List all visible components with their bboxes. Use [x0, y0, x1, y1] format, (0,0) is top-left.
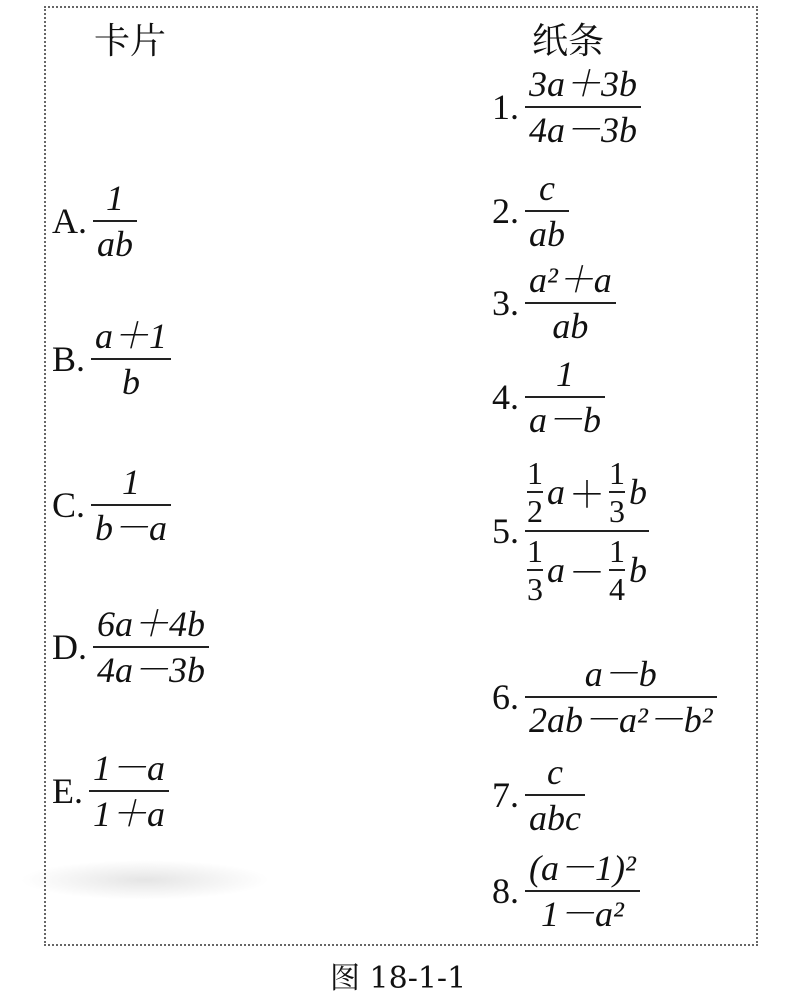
strip-4: [492, 354, 605, 440]
fraction-bar: [525, 890, 640, 892]
inner-numerator: 1: [527, 533, 543, 569]
fraction-denominator: a－b: [529, 400, 602, 440]
exercise-panel: [44, 6, 758, 946]
strip-label: 4.: [492, 377, 519, 417]
card-label: D.: [52, 627, 87, 667]
card-fraction: [91, 462, 171, 548]
fraction-numerator: a－b: [584, 654, 657, 694]
strip-fraction: [525, 752, 585, 838]
operator: －: [569, 552, 606, 593]
card-fraction: [89, 748, 169, 834]
inner-fraction: [527, 456, 543, 528]
strip-label: 1.: [492, 87, 519, 127]
card-e: [52, 748, 169, 834]
variable: a: [547, 550, 565, 590]
fraction-numerator: 1: [556, 354, 574, 394]
fraction-numerator: c: [547, 752, 563, 792]
variable: b: [629, 472, 648, 512]
strip-7: [492, 752, 585, 838]
fraction-numerator: a²＋a: [529, 260, 612, 300]
inner-denominator: 4: [609, 571, 626, 607]
fraction-denominator: ab: [529, 214, 565, 254]
card-d: [52, 604, 209, 690]
fraction-denominator: 2ab－a²－b²: [529, 700, 713, 740]
fraction-numerator: c: [539, 168, 555, 208]
inner-denominator: 3: [527, 571, 543, 607]
strip-fraction: [525, 848, 640, 934]
fraction-bar: [525, 794, 585, 796]
inner-numerator: 1: [609, 533, 626, 569]
card-a: [52, 178, 137, 264]
fraction-bar: [525, 210, 569, 212]
fraction-bar: [525, 106, 641, 108]
card-label: B.: [52, 339, 86, 379]
inner-fraction: [527, 534, 543, 606]
card-b: [52, 316, 171, 402]
strip-fraction: [525, 260, 616, 346]
card-c: [52, 462, 171, 548]
inner-fraction: [609, 456, 625, 528]
complex-numerator: [525, 456, 649, 528]
card-fraction: [91, 316, 171, 402]
variable: a: [547, 472, 565, 512]
fraction-numerator: 1－a: [93, 748, 166, 788]
fraction-denominator: b: [122, 362, 141, 402]
strip-complex-fraction: [525, 456, 649, 606]
strip-8: [492, 848, 640, 934]
card-label: E.: [52, 771, 83, 811]
fraction-bar: [525, 396, 605, 398]
fraction-bar: [525, 696, 717, 698]
fraction-denominator: b－a: [95, 508, 168, 548]
complex-denominator: [525, 534, 649, 606]
fraction-bar: [525, 530, 649, 532]
fraction-numerator: 6a＋4b: [97, 604, 206, 644]
inner-fraction: [609, 534, 625, 606]
strip-5: [492, 456, 649, 606]
strip-1: [492, 64, 641, 150]
fraction-bar: [89, 790, 169, 792]
inner-denominator: 3: [609, 493, 626, 529]
fraction-bar: [93, 646, 209, 648]
strip-label: 3.: [492, 283, 519, 323]
strip-2: [492, 168, 569, 254]
strip-6: [492, 654, 717, 740]
card-fraction: [93, 604, 209, 690]
fraction-bar: [91, 504, 171, 506]
cards-heading: 卡片: [94, 21, 167, 62]
fraction-bar: [91, 358, 171, 360]
fraction-denominator: 1＋a: [93, 794, 166, 834]
fraction-numerator: 3a＋3b: [529, 64, 638, 104]
strip-fraction: [525, 354, 605, 440]
fraction-denominator: 4a－3b: [529, 110, 638, 150]
strip-label: 7.: [492, 775, 519, 815]
figure-caption: 图 18-1-1: [330, 961, 467, 996]
fraction-bar: [93, 220, 137, 222]
strip-fraction: [525, 64, 641, 150]
operator: ＋: [569, 474, 606, 515]
strip-label: 6.: [492, 677, 519, 717]
inner-denominator: 2: [527, 493, 543, 529]
inner-numerator: 1: [609, 455, 626, 491]
strip-fraction: [525, 168, 569, 254]
fraction-numerator: a＋1: [95, 316, 168, 356]
fraction-denominator: 4a－3b: [97, 650, 206, 690]
variable: b: [629, 550, 648, 590]
card-fraction: [93, 178, 137, 264]
strip-label: 5.: [492, 511, 519, 551]
fraction-denominator: ab: [97, 224, 133, 264]
strip-3: [492, 260, 616, 346]
card-label: A.: [52, 201, 87, 241]
strips-heading: 纸条: [532, 21, 605, 62]
inner-numerator: 1: [527, 455, 543, 491]
fraction-numerator: 1: [122, 462, 141, 502]
fraction-denominator: abc: [529, 798, 581, 838]
strip-fraction: [525, 654, 717, 740]
fraction-bar: [525, 302, 616, 304]
fraction-numerator: (a－1)²: [529, 848, 636, 888]
strip-label: 8.: [492, 871, 519, 911]
fraction-numerator: 1: [106, 178, 124, 218]
strip-label: 2.: [492, 191, 519, 231]
fraction-denominator: 1－a²: [540, 894, 624, 934]
card-label: C.: [52, 485, 86, 525]
fraction-denominator: ab: [552, 306, 589, 346]
